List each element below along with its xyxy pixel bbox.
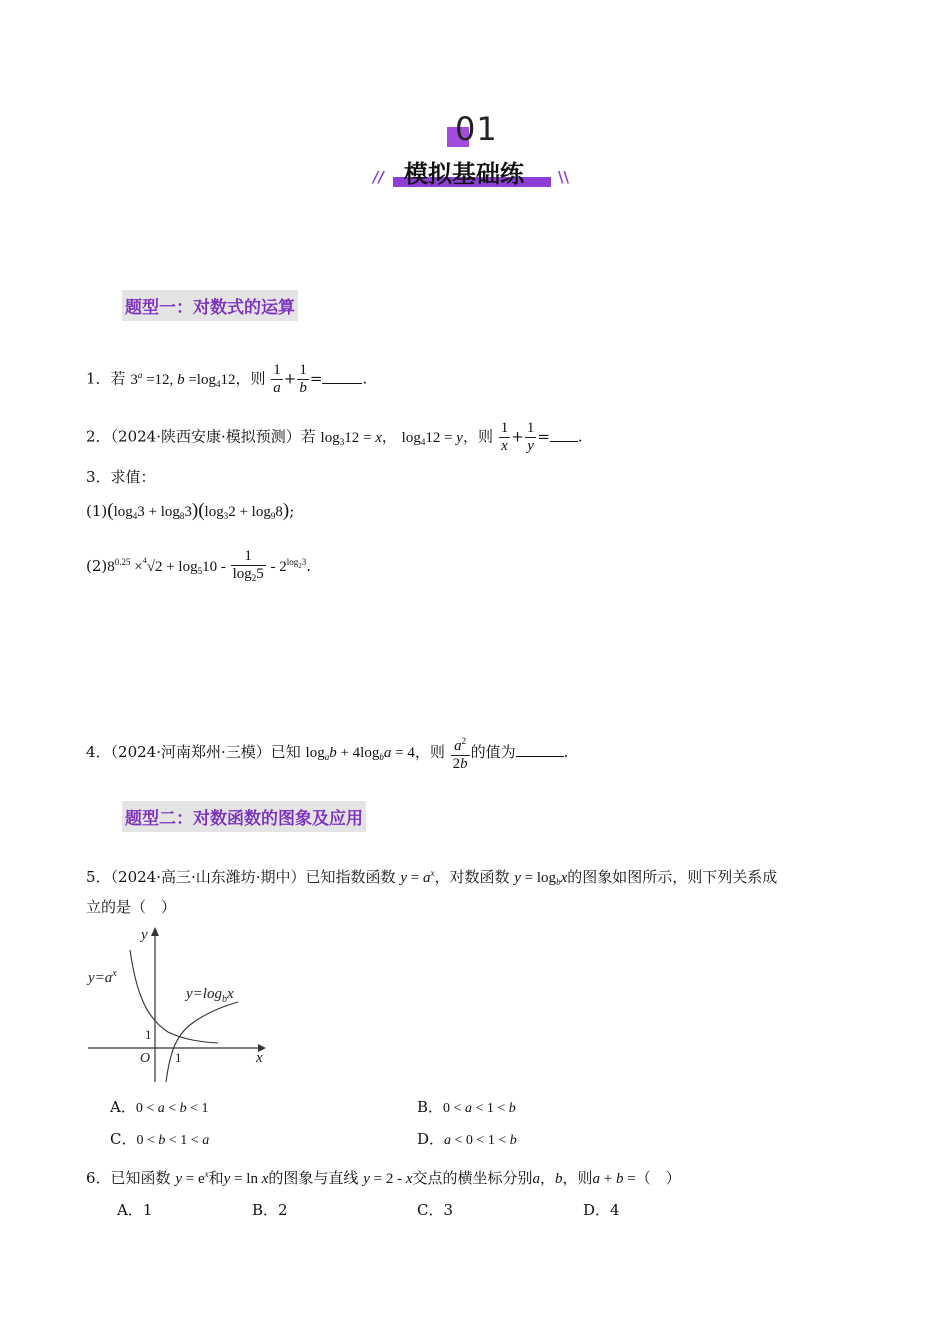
q1-then: ，则	[235, 369, 266, 388]
q6-paren: （ ）	[635, 1169, 681, 1187]
q6-line: y = 2 - x	[363, 1171, 413, 1187]
q1-number: 1．	[86, 369, 111, 388]
q4-number: 4．	[86, 743, 111, 761]
q6-comma: ，	[540, 1169, 556, 1187]
q2-frac-1-over-x: $\frac{1}{x}$	[500, 420, 509, 454]
question-4: 4．（2024·河南郑州·三模）已知 $\log_ab + 4\log_ba = 4$，则 $\frac{a^2}{2b}$ 的值为 .	[86, 733, 568, 773]
q2-number: 2．	[86, 427, 111, 446]
q3-p1-expr: $(\log_43 + \log_83)(\log_32 + \log_98)$	[107, 500, 290, 521]
q1-frac-1-over-b: $\frac{1}{b}$	[299, 362, 307, 396]
q6-func-2: y = ln x	[223, 1171, 269, 1187]
graph-origin-label: O	[140, 1051, 151, 1066]
question-3-part-2: $(2)8^{0.25} \times^4√2 + \log_510$ - $\frac{1}{\log_25}$ - $2^{log_23}$.	[86, 548, 312, 583]
q5-option-b[interactable]: B．0 < a < 1 < b	[417, 1098, 516, 1116]
q5-option-c[interactable]: C．0 < b < 1 < a	[110, 1130, 210, 1148]
q6-var-a: a	[532, 1171, 541, 1187]
graph-exp-label: $y=a^x$	[88, 968, 117, 986]
question-3-part-1: $(1)(\log_43 + \log_83)(\log_32 + \log_98)$;	[86, 500, 295, 521]
q6-mid: 的图象与直线	[268, 1169, 359, 1187]
q3-p2-expr: $8^{0.25} \times^4√2 + \log_510$ - $\frac{1}{\log_25}$ - $2^{log_23}$	[107, 548, 307, 583]
q5-exp-func: $y = a^x$	[400, 868, 435, 886]
q3-p1-label: (1)	[86, 502, 108, 520]
q6-func-1: $y = e^x$	[175, 1169, 209, 1187]
q5-number: 5．	[86, 868, 111, 886]
header-number: 01	[455, 110, 498, 148]
header-deco-right: \\	[558, 168, 569, 186]
graph-one-x: 1	[175, 1050, 182, 1065]
q4-tail: 的值为	[470, 743, 516, 761]
graph-y-label: y	[141, 927, 148, 943]
q2-answer-blank[interactable]	[550, 427, 578, 442]
q2-comma: ，	[381, 427, 397, 446]
q6-option-d[interactable]: D．4	[583, 1201, 620, 1219]
q1-answer-blank[interactable]	[322, 369, 362, 384]
header-deco-left: //	[373, 168, 384, 186]
q3-number: 3．	[86, 468, 111, 486]
q6-number: 6．	[86, 1169, 111, 1187]
q6-tail1: 交点的横坐标分别	[412, 1169, 533, 1187]
q4-then: ，则	[414, 743, 445, 761]
q6-option-b[interactable]: B．2	[252, 1201, 288, 1219]
q1-frac-1-over-a: $\frac{1}{a}$	[273, 362, 281, 396]
q5-source: （2024·高三·山东潍坊·期中）已知指数函数	[110, 868, 396, 886]
section-title-1: 题型一：对数式的运算	[122, 290, 298, 321]
q1-condition: $3^a =12$, $b =\log_412$	[130, 369, 236, 389]
q5-mid: ，对数函数	[434, 868, 510, 886]
q2-source: （2024·陕西安康·模拟预测）若	[110, 427, 316, 446]
q5-graph	[84, 922, 274, 1087]
q5-option-a[interactable]: A．0 < a < b < 1	[110, 1098, 209, 1116]
q6-option-c[interactable]: C．3	[417, 1201, 454, 1219]
q1-pre: 若	[110, 369, 126, 388]
graph-x-label: x	[256, 1050, 263, 1066]
q6-expr: a + b =	[592, 1171, 636, 1187]
q6-option-a[interactable]: A．1	[117, 1201, 153, 1219]
q5-log-func: $y = \log_bx$	[514, 870, 568, 887]
q2-cond-1: $\log_312 = x$	[320, 429, 382, 447]
q2-then: ，则	[462, 427, 493, 446]
section-title-2: 题型二：对数函数的图象及应用	[122, 801, 366, 832]
q6-and: 和	[208, 1169, 224, 1187]
question-3	[86, 467, 156, 487]
q5-tail: 的图象如图所示，则下列关系成	[567, 868, 778, 886]
q4-answer-blank[interactable]	[516, 742, 564, 757]
q2-frac-1-over-y: $\frac{1}{y}$	[526, 420, 535, 454]
q4-condition: $\log_ab + 4\log_ba = 4$	[305, 745, 415, 762]
graph-one-y: 1	[145, 1027, 152, 1042]
q4-frac: $\frac{a^2}{2b}$	[451, 733, 470, 773]
q6-var-b: b	[555, 1171, 563, 1187]
question-6	[86, 1164, 681, 1189]
question-1: 1．若 $3^a =12$, $b =\log_412$，则 $\frac{1}{a}$ + $\frac{1}{b}$ = .	[86, 362, 368, 396]
q3-p2-label: (2)	[86, 556, 108, 575]
q6-then: ，则	[562, 1169, 593, 1187]
q3-text: 求值：	[110, 468, 156, 486]
question-2: 2．（2024·陕西安康·模拟预测）若 $\log_312 = x$， $\log_412 = y$，则 $\frac{1}{x}$ + $\frac{1}{y}$ = .	[86, 420, 583, 454]
graph-log-label: $y=\log_bx$	[186, 986, 234, 1005]
question-5-line-2: 立的是（ ）	[86, 898, 177, 916]
header-title: 模拟基础练	[404, 160, 524, 188]
q2-cond-2: $\log_412 = y$	[401, 429, 463, 447]
question-5-line-1	[86, 863, 777, 892]
graph-y-arrow	[151, 927, 159, 936]
q6-pre: 已知函数	[110, 1169, 171, 1187]
q5-option-d[interactable]: D．a < 0 < 1 < b	[417, 1130, 517, 1148]
q4-source: （2024·河南郑州·三模）已知	[110, 743, 301, 761]
